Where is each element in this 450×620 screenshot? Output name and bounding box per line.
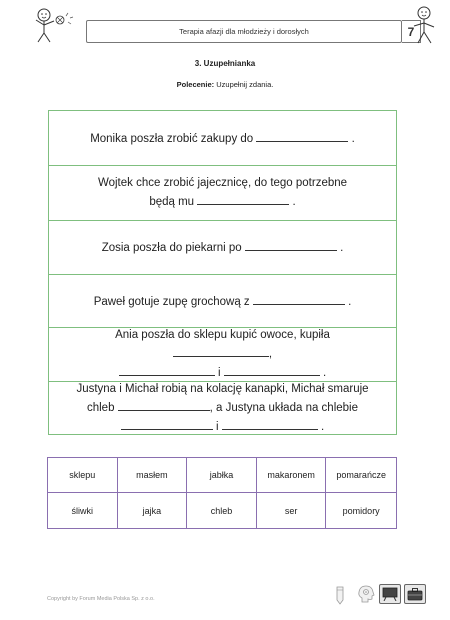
answer-blank[interactable] [222,417,318,430]
exercise-instruction [0,80,450,89]
sentence-row [48,274,397,327]
answer-blank[interactable] [173,344,269,357]
answer-blank[interactable] [245,238,337,251]
word-bank-item: śliwki [48,493,118,528]
sentence-text: . [348,295,352,308]
exercise-title: 3. Uzupełnianka [194,59,256,68]
answer-blank[interactable] [224,363,320,376]
word-bank-item: jajka [118,493,188,528]
sentence-text: . [351,132,355,145]
sentence-text: będą mu [149,196,195,208]
sentence-text: , [268,348,273,360]
word-bank-item: jabłka [187,458,257,493]
answer-blank[interactable] [121,417,213,430]
sentence-text: Paweł gotuje zupę grochową z [93,295,250,308]
sentence-table [48,110,397,435]
sentence-row [48,220,397,274]
briefcase-icon[interactable] [404,584,426,604]
answer-blank[interactable] [118,398,210,411]
sentence-text: Ania poszła do sklepu kupić owoce, kupiła [115,329,330,341]
sentence-row [48,381,397,435]
sentence-row [48,165,397,220]
instruction-text: Uzupełnij zdania. [216,80,274,89]
header-illustration-left [30,6,80,44]
sentence-text: i [216,420,219,433]
sentence-text: chleb [86,401,115,414]
sentence-row [48,110,397,165]
answer-blank[interactable] [119,363,215,376]
answer-blank[interactable] [197,192,289,205]
sentence-text: . [322,367,327,379]
pencil-icon [333,585,347,605]
answer-blank[interactable] [253,292,345,305]
sentence-row [48,327,397,381]
word-bank-item: ser [257,493,327,528]
word-bank-item: pomarańcze [326,458,396,493]
sentence-text: . [340,242,344,254]
head-gears-icon [356,584,376,604]
board-icon[interactable] [379,584,401,604]
word-bank-item: masłem [118,458,188,493]
header-title: Terapia afazji dla młodzieży i dorosłych [86,20,402,43]
instruction-label: Polecenie: [176,80,215,89]
sentence-text: Wojtek chce zrobić jajecznicę, do tego potrzebne [97,177,348,189]
word-bank-item: sklepu [48,458,118,493]
answer-blank[interactable] [256,129,348,142]
sentence-text: . [320,420,325,433]
sentence-text: i [218,367,221,379]
sentence-text: Zosia poszła do piekarni po [101,242,242,254]
word-bank-item: makaronem [257,458,327,493]
copyright-text: Copyright by Forum Media Polska Sp. z o.o. [47,596,155,602]
word-bank-item: pomidory [342,505,380,516]
sentence-text: Monika poszła zrobić zakupy do [90,132,254,145]
sentence-text: . [292,196,296,208]
sentence-text: Justyna i Michał robią na kolację kanapki, Michał smaruje [76,382,369,395]
sentence-text: , a Justyna układa na chlebie [209,401,358,414]
page-number: 7 [402,20,421,43]
header-illustration-right [406,4,442,46]
word-bank-item: chleb [187,493,257,528]
word-bank [47,457,397,529]
